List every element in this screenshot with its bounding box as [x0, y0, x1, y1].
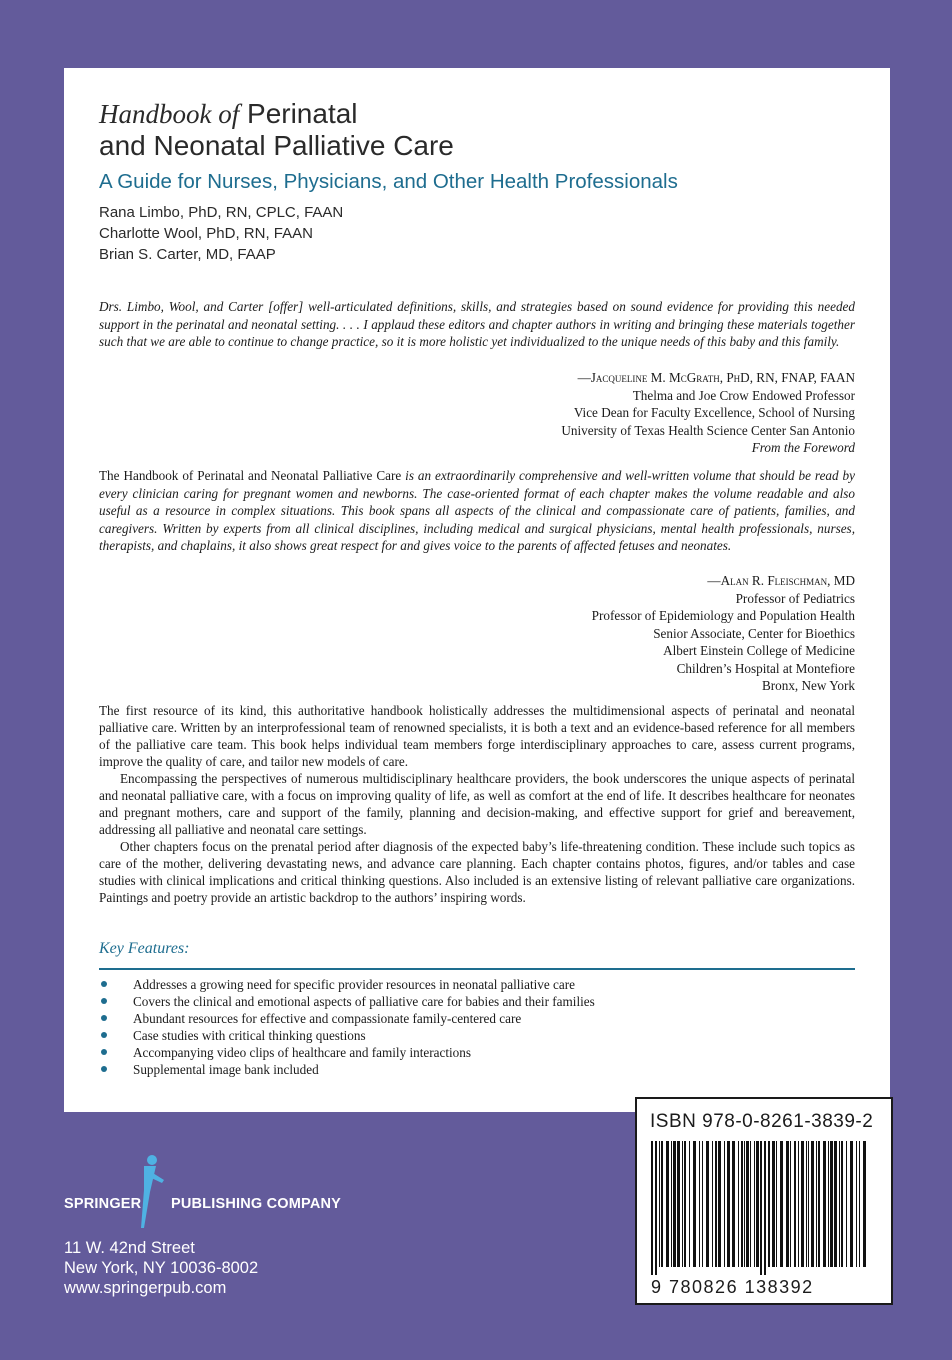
- barcode-bar: [655, 1141, 657, 1275]
- endorser-title: Children’s Hospital at Montefiore: [676, 660, 855, 676]
- barcode-bar: [744, 1141, 745, 1267]
- barcode-bar: [794, 1141, 796, 1267]
- description-body: [99, 702, 855, 906]
- endorser-title: Professor of Pediatrics: [735, 590, 855, 606]
- publisher-address: [64, 1238, 258, 1298]
- barcode-bar: [746, 1141, 749, 1267]
- barcode-bar: [651, 1141, 653, 1275]
- barcode-bar: [750, 1141, 751, 1267]
- endorsement-attribution-1: [561, 369, 855, 457]
- springer-runner-logo-icon: [64, 1150, 184, 1228]
- barcode-bar: [706, 1141, 709, 1267]
- list-item: Accompanying video clips of healthcare and family interactions: [99, 1044, 855, 1061]
- barcode-bar: [816, 1141, 817, 1267]
- barcode-bar: [850, 1141, 853, 1267]
- description-paragraph: Other chapters focus on the prenatal period after diagnosis of the expected baby’s life-threatening condition. These include such topics as care of the mother, delivering devastating news, and advance care planning. Each chapter contains photos, figures, and/or tables and case studies with clinical implications and critical thinking questions. Also included is an extensive listing of relevant palliative care organizations. Paintings and poetry provide an artistic backdrop to the authors’ inspiring words.: [99, 839, 855, 905]
- book-title-line2: and Neonatal Palliative Care: [99, 130, 454, 161]
- barcode-bar: [818, 1141, 820, 1267]
- barcode-bar: [671, 1141, 672, 1267]
- book-title-reference: Handbook of Perinatal and Neonatal Palliative Care: [123, 468, 402, 483]
- endorsement-attribution-2: [592, 572, 855, 695]
- description-paragraph: The first resource of its kind, this authoritative handbook holistically addresses the multidimensional aspects of perinatal and neonatal palliative care. Written by an interprofessional team of renowned specialists, it is both a text and an evidence-based reference for all members of the palliative care team. This book helps individual team members forge interdisciplinary approaches to care, assess current programs, improve the quality of care, and tailor new models of care.: [99, 703, 855, 769]
- barcode-bar: [856, 1141, 857, 1267]
- endorser-name: —Jacqueline M. McGrath, PhD, RN, FNAP, FAAN: [577, 370, 855, 385]
- barcode-bar: [732, 1141, 735, 1267]
- key-features-divider: [99, 968, 855, 970]
- bullet-icon: [101, 998, 107, 1004]
- barcode-bar: [776, 1141, 777, 1267]
- address-line: New York, NY 10036-8002: [64, 1259, 259, 1277]
- barcode-bar: [741, 1141, 743, 1267]
- book-title-line1: Handbook of Perinatal: [99, 98, 358, 129]
- barcode-bar: [828, 1141, 829, 1267]
- bullet-icon: [101, 1049, 107, 1055]
- bullet-icon: [101, 981, 107, 987]
- barcode-bar: [756, 1141, 759, 1267]
- barcode-bar: [790, 1141, 791, 1267]
- barcode-bar: [859, 1141, 860, 1267]
- author-list: [99, 202, 859, 265]
- address-line: 11 W. 42nd Street: [64, 1239, 195, 1257]
- list-item: Case studies with critical thinking questions: [99, 1027, 855, 1044]
- barcode-bar: [738, 1141, 739, 1267]
- author-name: Charlotte Wool, PhD, RN, FAAN: [99, 225, 313, 242]
- barcode-bar: [693, 1141, 696, 1267]
- bullet-icon: [101, 1066, 107, 1072]
- barcode-bar: [699, 1141, 700, 1267]
- address-line: www.springerpub.com: [64, 1279, 227, 1297]
- barcode-bar: [808, 1141, 809, 1267]
- barcode-bar: [689, 1141, 690, 1267]
- author-name: Rana Limbo, PhD, RN, CPLC, FAAN: [99, 204, 344, 221]
- barcode-bar: [659, 1141, 660, 1267]
- barcode-bar: [823, 1141, 826, 1267]
- back-cover-panel: [64, 68, 890, 1112]
- key-features-list: [99, 976, 855, 1078]
- barcode-bar: [666, 1141, 669, 1267]
- barcode-bar: [682, 1141, 683, 1267]
- barcode-bar: [764, 1141, 766, 1275]
- endorser-title: University of Texas Health Science Center San Antonio: [561, 422, 855, 438]
- barcode-bar: [863, 1141, 866, 1267]
- endorser-name: —Alan R. Fleischman, MD: [707, 573, 855, 588]
- list-item: Addresses a growing need for specific provider resources in neonatal palliative care: [99, 976, 855, 993]
- endorser-title: Albert Einstein College of Medicine: [663, 643, 855, 658]
- book-subtitle: A Guide for Nurses, Physicians, and Other Health Professionals: [99, 170, 678, 193]
- barcode-bar: [712, 1141, 713, 1267]
- list-item: Supplemental image bank included: [99, 1061, 855, 1078]
- barcode-bar: [760, 1141, 762, 1275]
- bullet-icon: [101, 1032, 107, 1038]
- barcode-bar: [677, 1141, 680, 1267]
- barcode-icon: [649, 1141, 877, 1275]
- barcode-bar: [684, 1141, 686, 1267]
- barcode-bar: [830, 1141, 833, 1267]
- barcode-bar: [718, 1141, 721, 1267]
- barcode-bar: [772, 1141, 775, 1267]
- barcode-bar: [673, 1141, 676, 1267]
- list-item: Abundant resources for effective and compassionate family-centered care: [99, 1010, 855, 1027]
- barcode-bar: [798, 1141, 799, 1267]
- bullet-icon: [101, 1015, 107, 1021]
- barcode-bar: [811, 1141, 814, 1267]
- endorser-title: Bronx, New York: [761, 678, 855, 693]
- endorser-title: Thelma and Joe Crow Endowed Professor: [632, 387, 855, 403]
- endorser-title: Vice Dean for Faculty Excellence, School of Nursing: [573, 405, 855, 420]
- barcode-digits: 9 780826 138392: [651, 1277, 814, 1297]
- isbn-barcode: [635, 1097, 893, 1305]
- barcode-bar: [841, 1141, 843, 1267]
- barcode-bar: [768, 1141, 770, 1267]
- barcode-bar: [727, 1141, 730, 1267]
- barcode-bar: [806, 1141, 807, 1267]
- author-name: Brian S. Carter, MD, FAAP: [99, 246, 276, 263]
- key-features-heading: Key Features:: [99, 940, 190, 957]
- list-item: Covers the clinical and emotional aspects of palliative care for babies and their families: [99, 993, 855, 1010]
- endorsement-quote-2: The Handbook of Perinatal and Neonatal Palliative Care is an extraordinarily comprehensive and well-written volume that should be read by every clinician caring for pregnant women and newborns. The case-oriented format of each chapter makes the volume readable and also useful as a resource in complex situations. This book spans all aspects of the clinical and compassionate care of patients, families, and caregivers. Written by experts from all clinical disciplines, including medical and surgical physicians, mental health professionals, nurses, therapists, and chaplains, it also shows great respect for and gives voice to the parents of affected fetuses and neonates.: [99, 468, 855, 553]
- endorser-title: Professor of Epidemiology and Population Health: [591, 608, 855, 623]
- quote-source: From the Foreword: [751, 440, 855, 455]
- publisher-name: SPRINGER PUBLISHING COMPANY: [64, 1196, 342, 1212]
- barcode-bar: [702, 1141, 703, 1267]
- barcode-bar: [834, 1141, 837, 1267]
- barcode-bar: [715, 1141, 717, 1267]
- endorser-title: Senior Associate, Center for Bioethics: [653, 625, 855, 641]
- barcode-bar: [786, 1141, 789, 1267]
- isbn-label: ISBN 978-0-8261-3839-2: [650, 1111, 874, 1132]
- endorsement-quote-1: Drs. Limbo, Wool, and Carter [offer] well-articulated definitions, skills, and strategies based on sound evidence for providing this needed support in the perinatal and neonatal setting. . . . I applaud these editors and chapter authors in writing and bringing these materials together such that we are able to continue to change practice, so it is more holistic yet individualized to the unique needs of this baby and this family.: [99, 299, 855, 349]
- description-paragraph: Encompassing the perspectives of numerous multidisciplinary healthcare providers, the book underscores the unique aspects of perinatal and neonatal palliative care, with a focus on improving quality of life, as well as comfort at the end of life. It describes healthcare for neonates and pregnant mothers, care and support of the family, planning and decision-making, and effective support for grief and bereavement, addressing all palliative and neonatal care settings.: [99, 771, 855, 837]
- barcode-bar: [661, 1141, 663, 1267]
- title-block: [99, 98, 859, 265]
- barcode-bar: [780, 1141, 783, 1267]
- barcode-bar: [754, 1141, 755, 1267]
- barcode-bar: [846, 1141, 847, 1267]
- barcode-bar: [839, 1141, 840, 1267]
- barcode-bar: [724, 1141, 725, 1267]
- barcode-bar: [801, 1141, 804, 1267]
